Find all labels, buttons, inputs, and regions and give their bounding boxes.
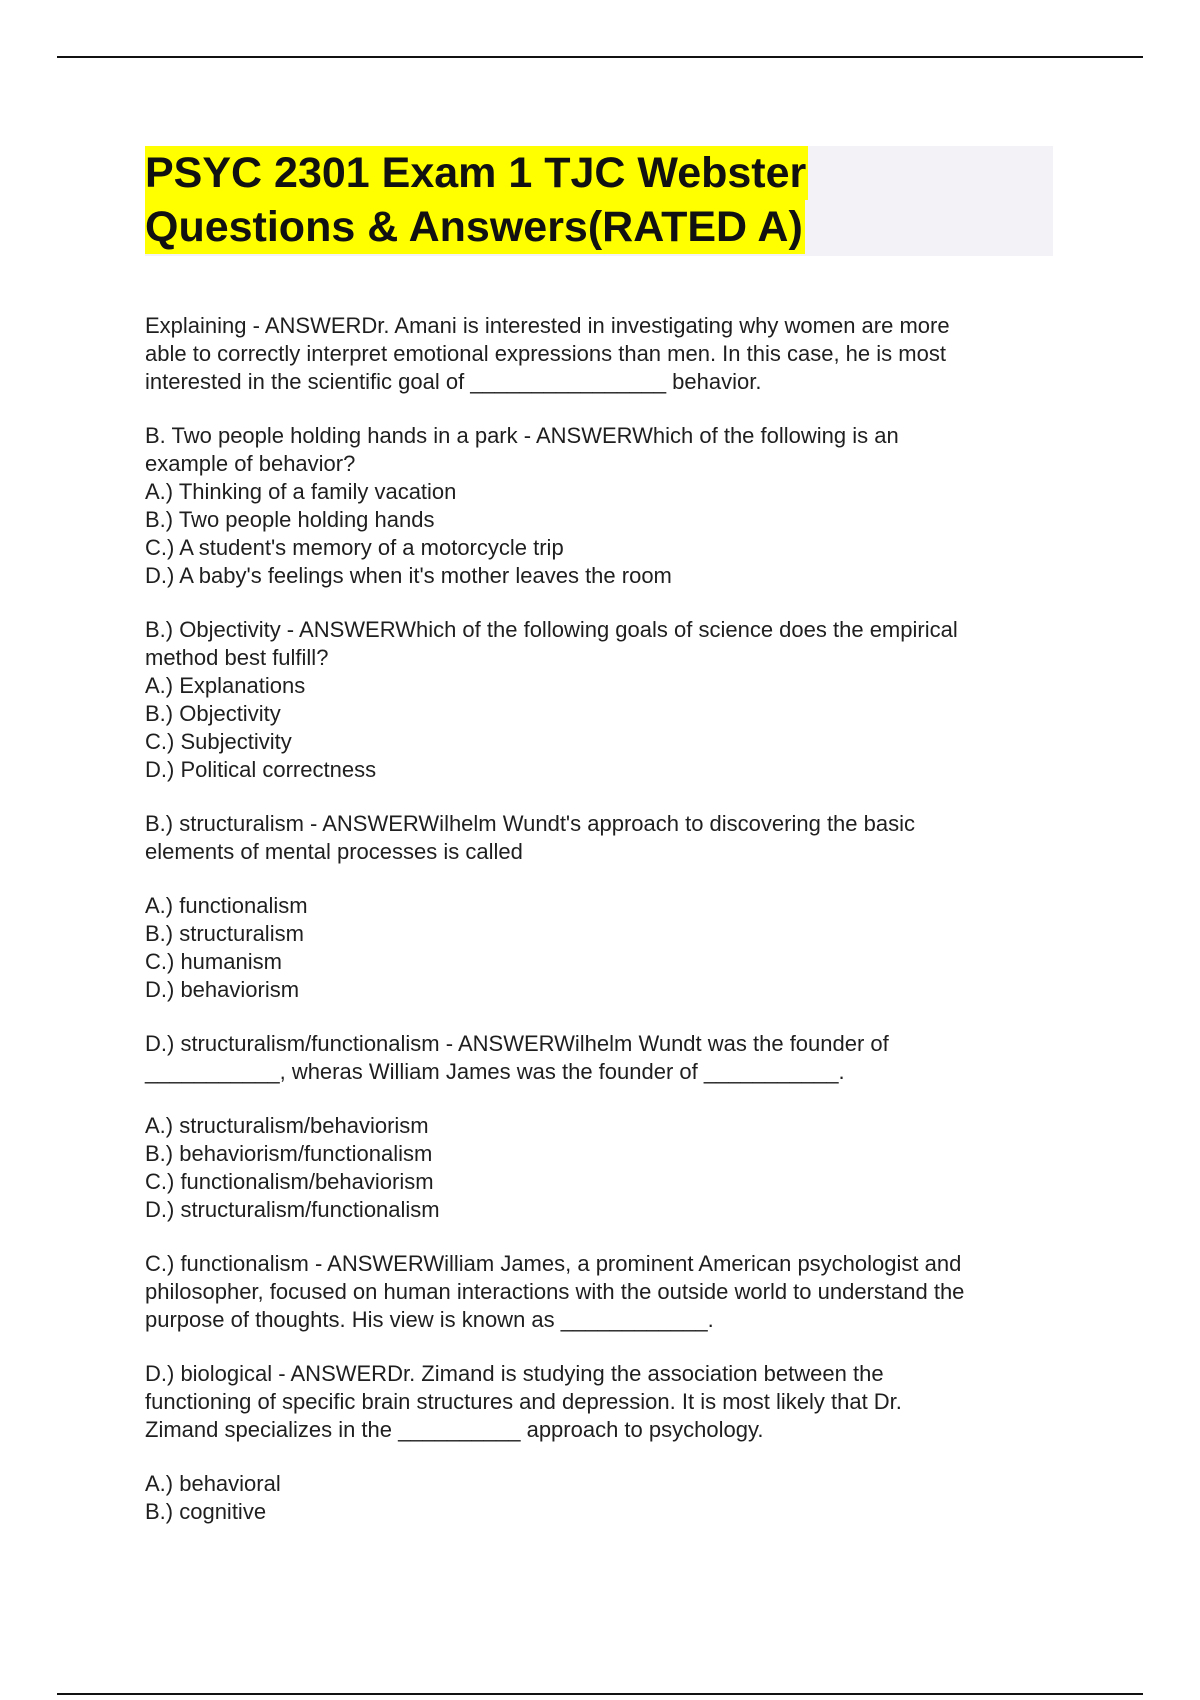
answer-option: C.) A student's memory of a motorcycle trip [145,535,564,560]
qa-item [145,312,1065,396]
qa-item [145,422,1065,590]
answer-option: B.) Two people holding hands [145,507,435,532]
question-line: interested in the scientific goal of ________________ behavior. [145,369,762,394]
title-line-2: Questions & Answers(RATED A) [145,200,805,254]
answer-option: A.) structuralism/behaviorism [145,1113,429,1138]
answer-option: B.) structuralism [145,921,304,946]
answer-option: C.) Subjectivity [145,729,292,754]
answer-option: B.) cognitive [145,1499,267,1524]
question-line: example of behavior? [145,451,356,476]
answer-option: D.) Political correctness [145,757,377,782]
page-top-rule [57,56,1143,58]
qa-item [145,1360,1065,1526]
spacer [145,1086,1065,1112]
qa-content [145,312,1065,1552]
question-line: able to correctly interpret emotional expressions than men. In this case, he is most [145,341,946,366]
question-line: Explaining - ANSWERDr. Amani is interested in investigating why women are more [145,313,950,338]
qa-item [145,1030,1065,1224]
question-line: B. Two people holding hands in a park - ANSWERWhich of the following is an [145,423,899,448]
question-line: B.) Objectivity - ANSWERWhich of the following goals of science does the empirical [145,617,958,642]
qa-item [145,616,1065,784]
answer-option: B.) behaviorism/functionalism [145,1141,433,1166]
answer-option: C.) humanism [145,949,282,974]
question-line: purpose of thoughts. His view is known as ____________. [145,1307,714,1332]
answer-option: A.) Explanations [145,673,306,698]
answer-option: D.) behaviorism [145,977,300,1002]
answer-option: C.) functionalism/behaviorism [145,1169,434,1194]
answer-option: A.) Thinking of a family vacation [145,479,457,504]
document-title [145,146,1053,256]
answer-option: D.) structuralism/functionalism [145,1197,440,1222]
question-line: D.) structuralism/functionalism - ANSWERWilhelm Wundt was the founder of [145,1031,889,1056]
question-line: elements of mental processes is called [145,839,523,864]
answer-option: A.) functionalism [145,893,308,918]
qa-item [145,1250,1065,1334]
question-line: ___________, wheras William James was the founder of ___________. [145,1059,845,1084]
title-line-1: PSYC 2301 Exam 1 TJC Webster [145,146,808,200]
spacer [145,1444,1065,1470]
question-line: philosopher, focused on human interactions with the outside world to understand the [145,1279,965,1304]
question-line: method best fulfill? [145,645,329,670]
answer-option: A.) behavioral [145,1471,281,1496]
question-line: B.) structuralism - ANSWERWilhelm Wundt's approach to discovering the basic [145,811,915,836]
page-bottom-rule [57,1693,1143,1695]
answer-option: B.) Objectivity [145,701,281,726]
question-line: C.) functionalism - ANSWERWilliam James, a prominent American psychologist and [145,1251,962,1276]
question-line: Zimand specializes in the __________ approach to psychology. [145,1417,764,1442]
question-line: functioning of specific brain structures and depression. It is most likely that Dr. [145,1389,902,1414]
question-line: D.) biological - ANSWERDr. Zimand is studying the association between the [145,1361,884,1386]
answer-option: D.) A baby's feelings when it's mother leaves the room [145,563,672,588]
qa-item [145,810,1065,1004]
spacer [145,866,1065,892]
